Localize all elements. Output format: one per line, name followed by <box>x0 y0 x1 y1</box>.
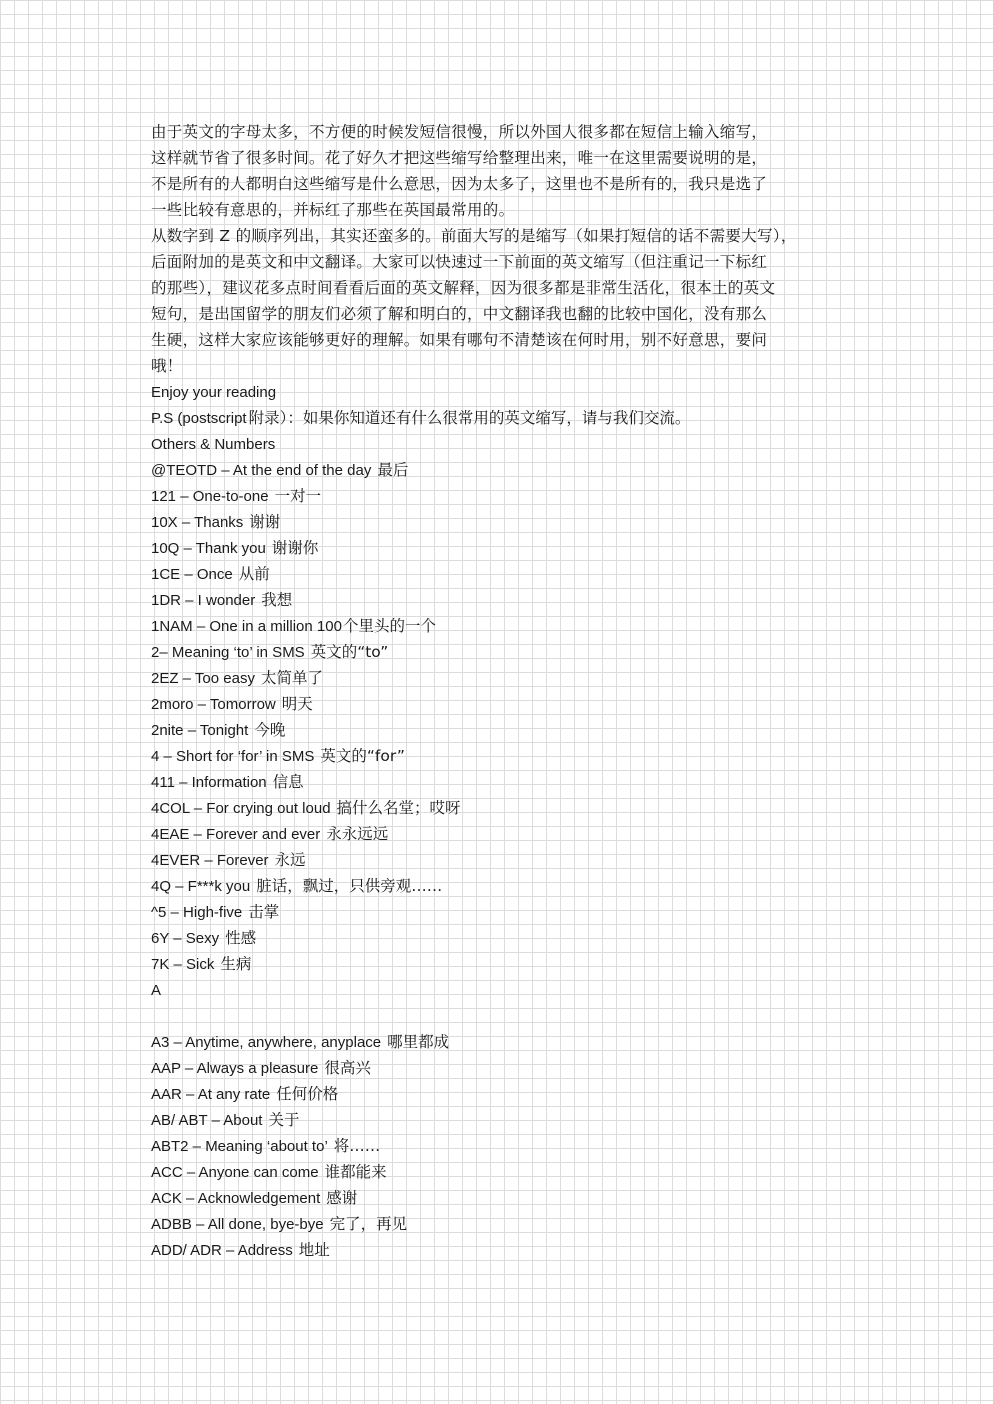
abbreviation-chinese: 脏话，飘过，只供旁观…… <box>256 877 443 895</box>
intro-paragraph <box>151 119 871 379</box>
intro-line: 短句，是出国留学的朋友们必须了解和明白的，中文翻译我也翻的比较中国化，没有那么 <box>151 305 768 323</box>
abbreviation-english: @TEOTD – At the end of the day <box>151 462 372 479</box>
list-item <box>151 1211 871 1237</box>
list-item <box>151 665 871 691</box>
abbreviation-chinese: 太简单了 <box>260 669 323 687</box>
abbreviation-english: 4Q – F***k you <box>151 878 251 895</box>
document-page <box>151 119 871 1263</box>
abbreviation-chinese: 性感 <box>225 929 257 947</box>
abbreviation-english: 10X – Thanks <box>151 514 244 531</box>
intro-line: 从数字到 Z 的顺序列出，其实还蛮多的。前面大写的是缩写（如果打短信的话不需要大写）， <box>151 227 797 245</box>
intro-line: 生硬，这样大家应该能够更好的理解。如果有哪句不清楚该在何时用，别不好意思，要问 <box>151 331 768 349</box>
abbreviation-english: 2EZ – Too easy <box>151 670 255 687</box>
abbreviation-english: 7K – Sick <box>151 956 215 973</box>
abbreviation-chinese: 从前 <box>238 565 270 583</box>
list-item <box>151 821 871 847</box>
abbreviation-english: 4 – Short for ‘for’ in SMS <box>151 748 315 765</box>
abbreviation-chinese: 永远 <box>274 851 306 869</box>
abbreviation-english: ^5 – High-five <box>151 904 243 921</box>
section-heading <box>151 977 871 1003</box>
abbreviation-english: P.S (postscript <box>151 410 247 427</box>
abbreviation-chinese: 哪里都成 <box>387 1033 450 1051</box>
list-item <box>151 457 871 483</box>
abbreviation-english: ADBB – All done, bye-bye <box>151 1216 324 1233</box>
list-item <box>151 769 871 795</box>
abbreviation-chinese: 今晚 <box>254 721 286 739</box>
abbreviation-english: AB/ ABT – About <box>151 1112 263 1129</box>
list-item <box>151 509 871 535</box>
abbreviation-english: 1DR – I wonder <box>151 592 256 609</box>
list-item <box>151 847 871 873</box>
abbreviation-english: 4EAE – Forever and ever <box>151 826 321 843</box>
abbreviation-chinese: 将…… <box>333 1137 381 1155</box>
list-item <box>151 691 871 717</box>
abbreviation-english: 411 – Information <box>151 774 267 791</box>
list-item <box>151 743 871 769</box>
list-item <box>151 379 871 405</box>
abbreviation-english: 10Q – Thank you <box>151 540 266 557</box>
blank-line <box>151 1003 871 1029</box>
list-item <box>151 561 871 587</box>
abbreviation-english: AAP – Always a pleasure <box>151 1060 319 1077</box>
abbreviation-english: 2– Meaning ‘to’ in SMS <box>151 644 305 661</box>
list-item <box>151 405 871 431</box>
abbreviation-chinese: 信息 <box>272 773 304 791</box>
abbreviation-english: ADD/ ADR – Address <box>151 1242 293 1259</box>
abbreviation-chinese: 英文的“for” <box>320 747 405 765</box>
abbreviation-english: 4COL – For crying out loud <box>151 800 331 817</box>
abbreviation-chinese: 附录）：如果你知道还有什么很常用的英文缩写，请与我们交流。 <box>248 409 691 427</box>
abbreviation-chinese: 生病 <box>220 955 252 973</box>
list-item <box>151 951 871 977</box>
abbreviation-chinese: 永永远远 <box>326 825 389 843</box>
list-item <box>151 587 871 613</box>
abbreviation-english: A3 – Anytime, anywhere, anyplace <box>151 1034 382 1051</box>
list-item <box>151 483 871 509</box>
abbreviation-chinese: 我想 <box>261 591 293 609</box>
list-item <box>151 1159 871 1185</box>
abbreviation-chinese: 谢谢你 <box>271 539 319 557</box>
abbreviation-list <box>151 379 871 1263</box>
abbreviation-chinese: 搞什么名堂；哎呀 <box>336 799 461 817</box>
abbreviation-english: 121 – One-to-one <box>151 488 269 505</box>
list-item <box>151 795 871 821</box>
list-item <box>151 535 871 561</box>
abbreviation-english: 4EVER – Forever <box>151 852 269 869</box>
list-item <box>151 1055 871 1081</box>
abbreviation-english: 2nite – Tonight <box>151 722 249 739</box>
intro-line: 哦！ <box>151 357 183 375</box>
abbreviation-chinese: 最后 <box>377 461 409 479</box>
list-item <box>151 1185 871 1211</box>
abbreviation-chinese: 击掌 <box>248 903 280 921</box>
abbreviation-chinese: 个里头的一个 <box>342 617 436 635</box>
intro-line: 由于英文的字母太多，不方便的时候发短信很慢，所以外国人很多都在短信上输入缩写， <box>151 123 768 141</box>
list-item <box>151 1081 871 1107</box>
abbreviation-english: 1NAM – One in a million 100 <box>151 618 342 635</box>
abbreviation-english: 6Y – Sexy <box>151 930 220 947</box>
abbreviation-chinese: 地址 <box>298 1241 330 1259</box>
abbreviation-chinese: 感谢 <box>326 1189 358 1207</box>
abbreviation-english: ACK – Acknowledgement <box>151 1190 321 1207</box>
abbreviation-chinese: 一对一 <box>274 487 322 505</box>
abbreviation-chinese: 明天 <box>281 695 313 713</box>
intro-line: 的那些），建议花多点时间看看后面的英文解释，因为很多都是非常生活化，很本土的英文 <box>151 279 776 297</box>
abbreviation-chinese: 很高兴 <box>324 1059 371 1077</box>
list-item <box>151 1237 871 1263</box>
abbreviation-chinese: 谢谢 <box>249 513 281 531</box>
list-item <box>151 1133 871 1159</box>
intro-line: 后面附加的是英文和中文翻译。大家可以快速过一下前面的英文缩写（但注重记一下标红 <box>151 253 768 271</box>
list-item <box>151 717 871 743</box>
intro-line: 这样就节省了很多时间。花了好久才把这些缩写给整理出来，唯一在这里需要说明的是， <box>151 149 768 167</box>
list-item <box>151 873 871 899</box>
abbreviation-chinese: 英文的“to” <box>310 643 389 661</box>
list-item <box>151 899 871 925</box>
abbreviation-chinese: 谁都能来 <box>324 1163 387 1181</box>
list-item <box>151 925 871 951</box>
abbreviation-english: AAR – At any rate <box>151 1086 271 1103</box>
intro-line: 不是所有的人都明白这些缩写是什么意思，因为太多了，这里也不是所有的，我只是选了 <box>151 175 768 193</box>
abbreviation-chinese: 完了，再见 <box>329 1215 408 1233</box>
abbreviation-english: ABT2 – Meaning ‘about to’ <box>151 1138 328 1155</box>
abbreviation-english: 1CE – Once <box>151 566 233 583</box>
section-heading <box>151 431 871 457</box>
list-item <box>151 613 871 639</box>
abbreviation-chinese: 任何价格 <box>276 1085 339 1103</box>
abbreviation-english: 2moro – Tomorrow <box>151 696 276 713</box>
intro-line: 一些比较有意思的，并标红了那些在英国最常用的。 <box>151 201 515 219</box>
list-item <box>151 639 871 665</box>
abbreviation-english: Others & Numbers <box>151 436 276 453</box>
abbreviation-english: A <box>151 982 162 999</box>
abbreviation-chinese: 关于 <box>268 1111 300 1129</box>
list-item <box>151 1029 871 1055</box>
abbreviation-english: Enjoy your reading <box>151 384 277 401</box>
abbreviation-english: ACC – Anyone can come <box>151 1164 319 1181</box>
list-item <box>151 1107 871 1133</box>
